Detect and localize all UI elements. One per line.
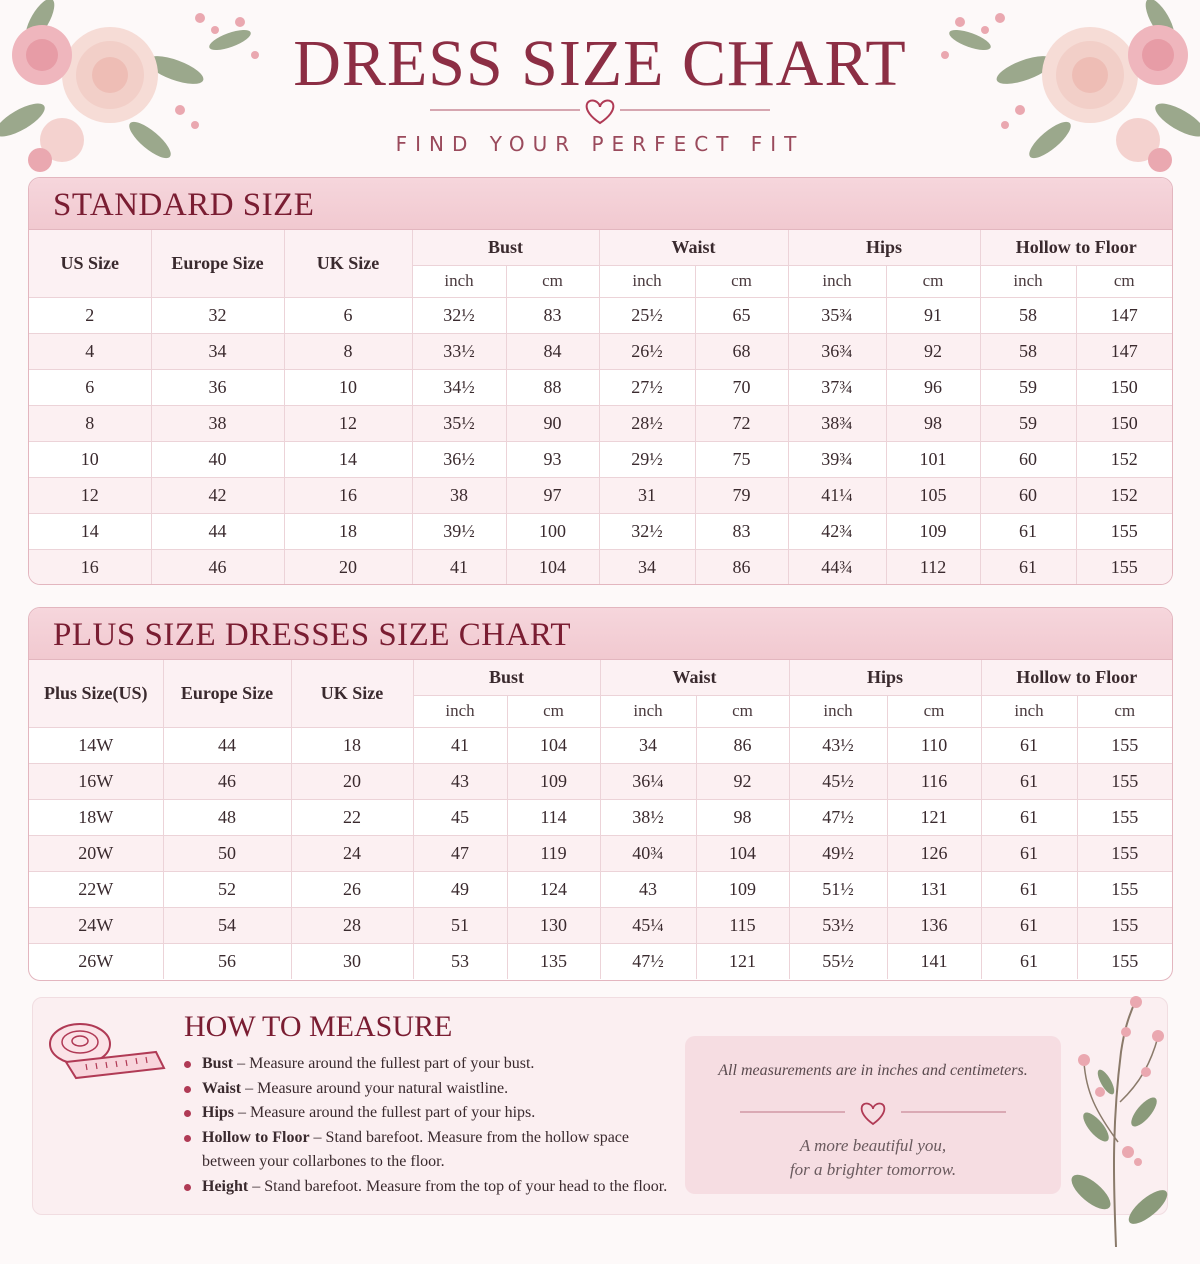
table-cell: 104: [507, 727, 600, 763]
table-cell: 28: [291, 907, 413, 943]
group-hips: Hips: [788, 230, 980, 265]
flower-branch-icon: [1066, 992, 1176, 1250]
table-cell: 109: [696, 871, 789, 907]
table-cell: 130: [507, 907, 600, 943]
table-cell: 33½: [412, 333, 506, 369]
table-cell: 2: [29, 297, 151, 333]
table-cell: 44: [151, 513, 284, 549]
table-cell: 155: [1077, 799, 1172, 835]
table-cell: 92: [886, 333, 980, 369]
table-cell: 39½: [412, 513, 506, 549]
table-cell: 41¼: [788, 477, 886, 513]
table-cell: 47: [413, 835, 507, 871]
unit-header: inch: [600, 695, 696, 727]
table-cell: 131: [887, 871, 981, 907]
table-cell: 24: [291, 835, 413, 871]
table-cell: 38½: [600, 799, 696, 835]
table-row: [29, 549, 1172, 585]
table-cell: 96: [886, 369, 980, 405]
table-cell: 101: [886, 441, 980, 477]
table-cell: 110: [887, 727, 981, 763]
table-cell: 75: [695, 441, 788, 477]
table-cell: 54: [163, 907, 291, 943]
table-cell: 61: [981, 799, 1077, 835]
units-note: All measurements are in inches and centimeters.: [718, 1062, 1028, 1079]
table-cell: 27½: [599, 369, 695, 405]
plus-size-title: PLUS SIZE DRESSES SIZE CHART: [29, 608, 1172, 660]
col-uk-size: UK Size: [291, 660, 413, 727]
unit-header: cm: [506, 265, 599, 297]
table-cell: 26W: [29, 943, 163, 979]
table-cell: 112: [886, 549, 980, 585]
table-cell: 116: [887, 763, 981, 799]
table-cell: 61: [981, 943, 1077, 979]
table-cell: 43: [600, 871, 696, 907]
group-bust: Bust: [412, 230, 599, 265]
table-cell: 141: [887, 943, 981, 979]
table-cell: 79: [695, 477, 788, 513]
table-cell: 58: [980, 333, 1076, 369]
table-cell: 34: [151, 333, 284, 369]
table-cell: 51: [413, 907, 507, 943]
table-cell: 100: [506, 513, 599, 549]
table-cell: 34: [599, 549, 695, 585]
table-cell: 32½: [412, 297, 506, 333]
table-cell: 58: [980, 297, 1076, 333]
table-cell: 12: [29, 477, 151, 513]
table-cell: 45: [413, 799, 507, 835]
unit-header: inch: [413, 695, 507, 727]
list-item: Waist – Measure around your natural waistline.: [184, 1077, 684, 1102]
table-cell: 104: [506, 549, 599, 585]
table-cell: 28½: [599, 405, 695, 441]
table-cell: 14: [284, 441, 412, 477]
table-cell: 92: [696, 763, 789, 799]
table-cell: 38: [151, 405, 284, 441]
table-row: [29, 405, 1172, 441]
table-cell: 46: [151, 549, 284, 585]
table-cell: 61: [980, 549, 1076, 585]
table-cell: 44: [163, 727, 291, 763]
table-cell: 8: [284, 333, 412, 369]
heart-divider: [430, 96, 770, 126]
table-cell: 45½: [789, 763, 887, 799]
table-cell: 30: [291, 943, 413, 979]
table-cell: 42¾: [788, 513, 886, 549]
table-cell: 12: [284, 405, 412, 441]
table-row: [29, 333, 1172, 369]
table-cell: 29½: [599, 441, 695, 477]
table-cell: 4: [29, 333, 151, 369]
heart-icon: [862, 1104, 885, 1124]
unit-header: inch: [599, 265, 695, 297]
measuring-tape-icon: [46, 1012, 168, 1084]
table-cell: 14W: [29, 727, 163, 763]
table-cell: 155: [1076, 513, 1172, 549]
tagline: A more beautiful you, for a brighter tomorrow.: [789, 1136, 957, 1179]
table-cell: 84: [506, 333, 599, 369]
unit-header: inch: [412, 265, 506, 297]
table-cell: 47½: [600, 943, 696, 979]
table-cell: 48: [163, 799, 291, 835]
table-cell: 20: [284, 549, 412, 585]
table-cell: 109: [886, 513, 980, 549]
table-cell: 10: [29, 441, 151, 477]
table-cell: 10: [284, 369, 412, 405]
standard-size-table: [29, 230, 1172, 585]
table-cell: 31: [599, 477, 695, 513]
list-item: Height – Stand barefoot. Measure from the top of your head to the floor.: [184, 1175, 684, 1200]
table-cell: 155: [1077, 871, 1172, 907]
table-cell: 22: [291, 799, 413, 835]
table-cell: 152: [1076, 477, 1172, 513]
table-cell: 6: [29, 369, 151, 405]
table-cell: 65: [695, 297, 788, 333]
table-cell: 155: [1076, 549, 1172, 585]
table-row: [29, 441, 1172, 477]
table-cell: 37¾: [788, 369, 886, 405]
table-cell: 51½: [789, 871, 887, 907]
table-cell: 124: [507, 871, 600, 907]
table-cell: 45¼: [600, 907, 696, 943]
table-cell: 68: [695, 333, 788, 369]
table-row: [29, 297, 1172, 333]
table-cell: 155: [1077, 727, 1172, 763]
table-cell: 150: [1076, 369, 1172, 405]
table-cell: 41: [413, 727, 507, 763]
table-cell: 155: [1077, 907, 1172, 943]
table-cell: 93: [506, 441, 599, 477]
table-cell: 121: [887, 799, 981, 835]
unit-header: cm: [1076, 265, 1172, 297]
table-cell: 115: [696, 907, 789, 943]
table-cell: 18: [284, 513, 412, 549]
table-cell: 121: [696, 943, 789, 979]
table-cell: 60: [980, 441, 1076, 477]
unit-header: inch: [788, 265, 886, 297]
table-row: [29, 763, 1172, 799]
table-cell: 36¼: [600, 763, 696, 799]
table-cell: 104: [696, 835, 789, 871]
table-cell: 98: [696, 799, 789, 835]
table-cell: 41: [412, 549, 506, 585]
table-cell: 135: [507, 943, 600, 979]
page-subtitle: FIND YOUR PERFECT FIT: [395, 132, 805, 156]
table-cell: 34½: [412, 369, 506, 405]
table-cell: 26½: [599, 333, 695, 369]
table-cell: 42: [151, 477, 284, 513]
table-cell: 91: [886, 297, 980, 333]
table-cell: 36½: [412, 441, 506, 477]
col-europe-size: Europe Size: [163, 660, 291, 727]
table-cell: 86: [695, 549, 788, 585]
table-cell: 49: [413, 871, 507, 907]
table-cell: 50: [163, 835, 291, 871]
table-cell: 83: [695, 513, 788, 549]
table-cell: 147: [1076, 297, 1172, 333]
table-cell: 25½: [599, 297, 695, 333]
table-cell: 22W: [29, 871, 163, 907]
table-cell: 18: [291, 727, 413, 763]
table-row: [29, 477, 1172, 513]
table-cell: 97: [506, 477, 599, 513]
table-cell: 147: [1076, 333, 1172, 369]
table-row: [29, 513, 1172, 549]
unit-header: cm: [1077, 695, 1172, 727]
table-cell: 59: [980, 369, 1076, 405]
table-row: [29, 369, 1172, 405]
table-cell: 86: [696, 727, 789, 763]
table-cell: 72: [695, 405, 788, 441]
table-cell: 44¾: [788, 549, 886, 585]
table-cell: 61: [981, 763, 1077, 799]
standard-size-card: [28, 177, 1173, 585]
table-cell: 49½: [789, 835, 887, 871]
table-cell: 150: [1076, 405, 1172, 441]
unit-header: cm: [886, 265, 980, 297]
table-cell: 47½: [789, 799, 887, 835]
table-cell: 61: [980, 513, 1076, 549]
heart-icon: [587, 101, 614, 123]
table-cell: 155: [1077, 763, 1172, 799]
table-row: [29, 799, 1172, 835]
table-cell: 6: [284, 297, 412, 333]
unit-header: cm: [695, 265, 788, 297]
plus-size-table: [29, 660, 1172, 979]
list-item: Hips – Measure around the fullest part of your hips.: [184, 1101, 684, 1126]
table-cell: 20: [291, 763, 413, 799]
table-cell: 16: [29, 549, 151, 585]
table-row: [29, 871, 1172, 907]
table-cell: 18W: [29, 799, 163, 835]
table-cell: 60: [980, 477, 1076, 513]
table-cell: 36: [151, 369, 284, 405]
table-cell: 38: [412, 477, 506, 513]
table-cell: 16: [284, 477, 412, 513]
table-cell: 55½: [789, 943, 887, 979]
table-cell: 90: [506, 405, 599, 441]
list-item: Bust – Measure around the fullest part of your bust.: [184, 1052, 684, 1077]
list-item: Hollow to Floor – Stand barefoot. Measure from the hollow space between your collarbones to the floor.: [184, 1126, 684, 1175]
table-cell: 53: [413, 943, 507, 979]
heart-divider-small: [740, 1098, 1006, 1128]
group-hips: Hips: [789, 660, 981, 695]
unit-header: cm: [507, 695, 600, 727]
table-cell: 155: [1077, 835, 1172, 871]
table-cell: 98: [886, 405, 980, 441]
table-cell: 114: [507, 799, 600, 835]
plus-size-card: [28, 607, 1173, 981]
table-cell: 119: [507, 835, 600, 871]
table-cell: 105: [886, 477, 980, 513]
unit-header: inch: [981, 695, 1077, 727]
page-title: DRESS SIZE CHART: [293, 27, 907, 100]
table-row: [29, 907, 1172, 943]
table-cell: 40: [151, 441, 284, 477]
table-cell: 88: [506, 369, 599, 405]
group-hollow-to-floor: Hollow to Floor: [981, 660, 1172, 695]
unit-header: inch: [980, 265, 1076, 297]
unit-header: inch: [789, 695, 887, 727]
how-to-measure-title: HOW TO MEASURE: [184, 1010, 453, 1043]
table-cell: 26: [291, 871, 413, 907]
table-cell: 155: [1111, 950, 1139, 971]
table-cell: 24W: [29, 907, 163, 943]
col-us-size: US Size: [29, 230, 151, 297]
table-cell: 36¾: [788, 333, 886, 369]
table-cell: 20W: [29, 835, 163, 871]
table-cell: 61: [981, 727, 1077, 763]
table-cell: 83: [506, 297, 599, 333]
table-cell: 38¾: [788, 405, 886, 441]
table-cell: 53½: [789, 907, 887, 943]
table-cell: 39¾: [788, 441, 886, 477]
table-row: [29, 727, 1172, 763]
table-cell: 152: [1076, 441, 1172, 477]
unit-header: cm: [696, 695, 789, 727]
table-row: [29, 835, 1172, 871]
table-cell: 14: [29, 513, 151, 549]
table-cell: 52: [163, 871, 291, 907]
table-cell: 43½: [789, 727, 887, 763]
table-cell: 46: [163, 763, 291, 799]
table-cell: 126: [887, 835, 981, 871]
table-cell: 70: [695, 369, 788, 405]
col-plus-size: Plus Size(US): [29, 660, 163, 727]
table-cell: 61: [981, 871, 1077, 907]
unit-header: cm: [887, 695, 981, 727]
table-cell: 136: [887, 907, 981, 943]
table-cell: 43: [413, 763, 507, 799]
table-cell: 35¾: [788, 297, 886, 333]
table-cell: 59: [980, 405, 1076, 441]
table-cell: 61: [981, 907, 1077, 943]
measure-list: [184, 1052, 684, 1199]
table-cell: 8: [29, 405, 151, 441]
group-waist: Waist: [600, 660, 789, 695]
group-hollow-to-floor: Hollow to Floor: [980, 230, 1172, 265]
table-cell: 109: [507, 763, 600, 799]
table-cell: 35½: [412, 405, 506, 441]
table-row: [29, 943, 1172, 979]
standard-size-title: STANDARD SIZE: [29, 178, 1172, 230]
group-waist: Waist: [599, 230, 788, 265]
group-bust: Bust: [413, 660, 600, 695]
table-cell: 40¾: [600, 835, 696, 871]
col-uk-size: UK Size: [284, 230, 412, 297]
table-cell: 56: [163, 943, 291, 979]
col-europe-size: Europe Size: [151, 230, 284, 297]
table-cell: 16W: [29, 763, 163, 799]
table-cell: 32½: [599, 513, 695, 549]
table-cell: 61: [981, 835, 1077, 871]
table-cell: 34: [600, 727, 696, 763]
table-cell: 32: [151, 297, 284, 333]
